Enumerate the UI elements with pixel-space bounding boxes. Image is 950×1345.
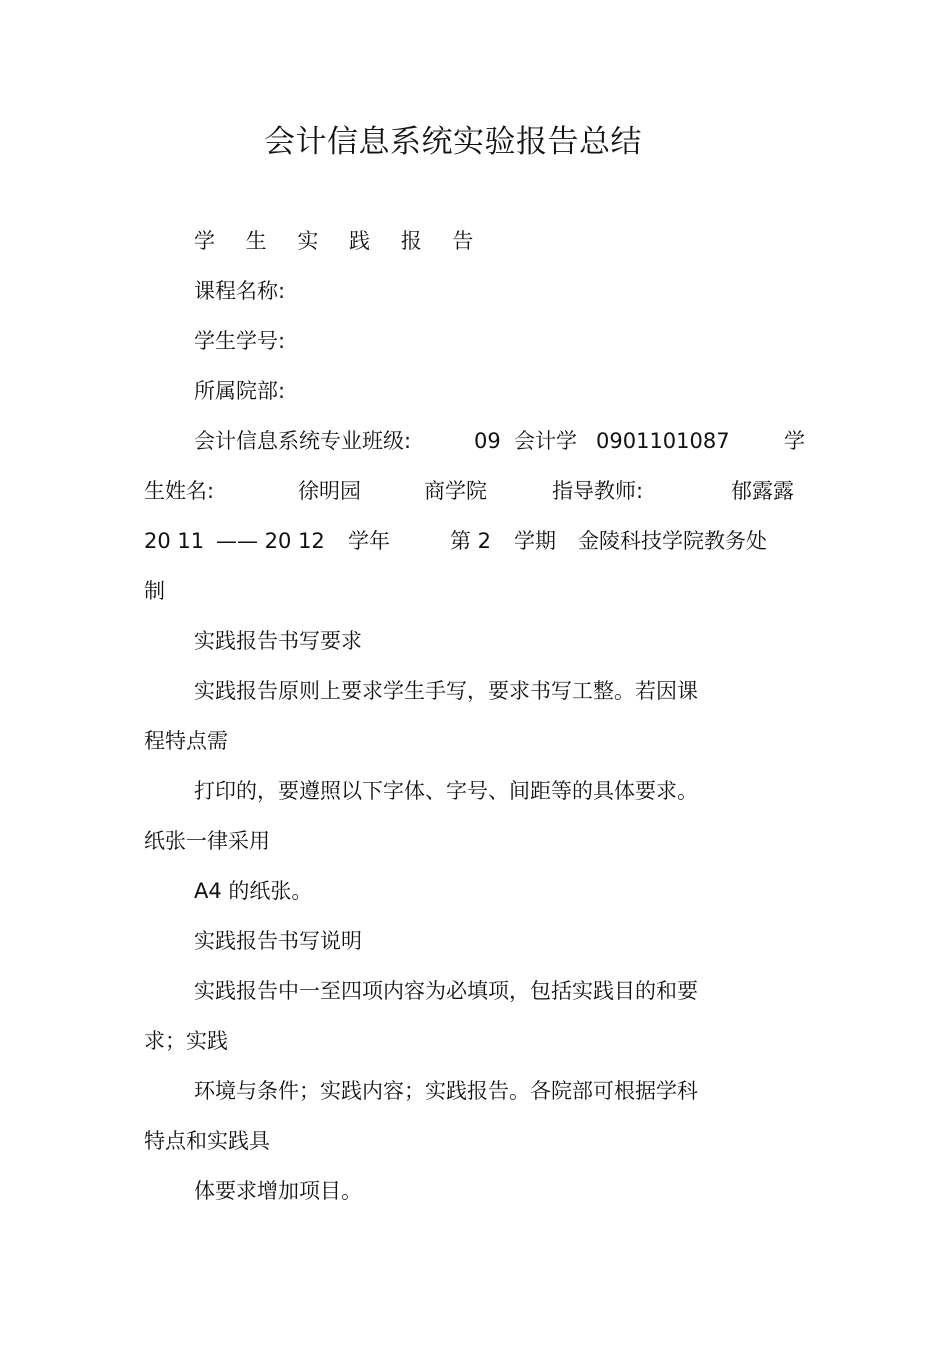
student-id-value: 0901101087 <box>596 429 730 453</box>
department-label: 所属院部: <box>194 379 286 403</box>
student-name-label-part1: 学 <box>784 429 805 453</box>
report-heading: 学 生 实 践 报 告 <box>194 229 486 253</box>
requirement-line-4: 纸张一律采用 <box>144 829 270 853</box>
course-name-label: 课程名称: <box>194 279 286 303</box>
requirement-line-5: A4 的纸张。 <box>194 879 313 903</box>
student-name-value: 徐明园 <box>298 479 361 503</box>
student-id-label: 学生学号: <box>194 329 286 353</box>
info-row-1 <box>0 426 950 456</box>
term-label: 学期 <box>514 529 556 553</box>
advisor-label: 指导教师: <box>552 479 644 503</box>
grade-value: 09 <box>474 429 501 453</box>
year-end: —— 20 12 <box>216 529 325 553</box>
student-name-label-part2: 生姓名: <box>144 479 215 503</box>
major-value: 会计学 <box>514 429 577 453</box>
year-label: 学年 <box>348 529 390 553</box>
advisor-value: 郁露露 <box>731 479 794 503</box>
issuer-part1: 金陵科技学院教务处 <box>578 529 767 553</box>
instruction-line-4: 特点和实践具 <box>144 1129 270 1153</box>
term-number: 第 2 <box>450 529 492 553</box>
requirement-line-3: 打印的，要遵照以下字体、字号、间距等的具体要求。 <box>194 779 698 803</box>
writing-instructions-heading: 实践报告书写说明 <box>194 929 362 953</box>
requirement-line-1: 实践报告原则上要求学生手写，要求书写工整。若因课 <box>194 679 698 703</box>
instruction-line-5: 体要求增加项目。 <box>194 1179 362 1203</box>
instruction-line-1: 实践报告中一至四项内容为必填项，包括实践目的和要 <box>194 979 698 1003</box>
writing-requirements-heading: 实践报告书写要求 <box>194 629 362 653</box>
info-row-2 <box>0 476 950 506</box>
instruction-line-3: 环境与条件；实践内容；实践报告。各院部可根据学科 <box>194 1079 698 1103</box>
instruction-line-2: 求；实践 <box>144 1029 228 1053</box>
issuer-part2: 制 <box>144 579 165 603</box>
requirement-line-2: 程特点需 <box>144 729 228 753</box>
document-title: 会计信息系统实验报告总结 <box>264 124 642 160</box>
info-row-3 <box>0 526 950 556</box>
year-start: 20 11 <box>144 529 205 553</box>
school-value: 商学院 <box>424 479 487 503</box>
major-class-label: 会计信息系统专业班级: <box>194 429 412 453</box>
